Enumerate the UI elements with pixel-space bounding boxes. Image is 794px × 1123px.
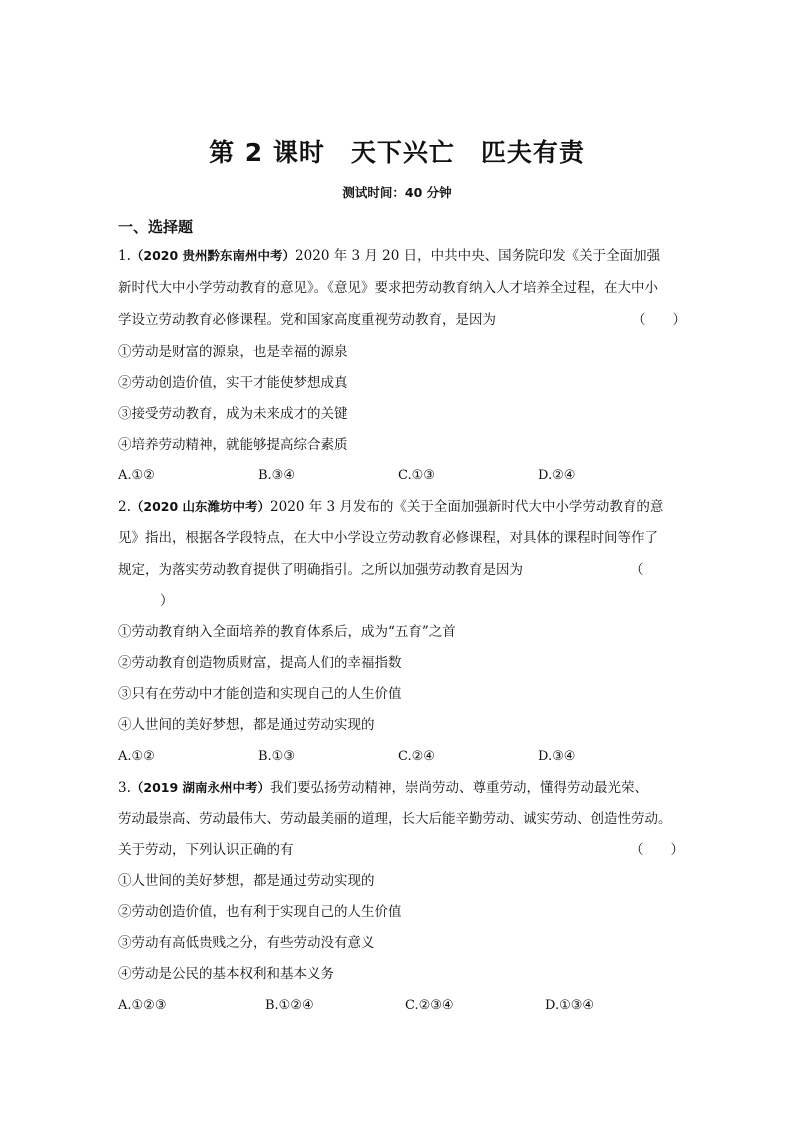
q1-option-a: A.①② — [118, 468, 155, 483]
q2-item-4: ④人世间的美好梦想，都是通过劳动实现的 — [118, 717, 375, 733]
q2-item-1: ①劳动教育纳入全面培养的教育体系后，成为“五育”之首 — [118, 624, 456, 640]
q3-option-d: D.①③④ — [545, 998, 595, 1013]
q3-item-2: ②劳动创造价值，也有利于实现自己的人生价值 — [118, 904, 402, 920]
q2-answer-blank-close: ） — [160, 593, 174, 609]
q2-option-c: C.②④ — [398, 749, 435, 764]
q2-item-3: ③只有在劳动中才能创造和实现自己的人生价值 — [118, 686, 402, 702]
q1-item-4: ④培养劳动精神，就能够提高综合素质 — [118, 437, 348, 453]
q3-number: 3. — [118, 780, 131, 796]
q2-item-2: ②劳动教育创造物质财富，提高人们的幸福指数 — [118, 655, 402, 671]
q3-line-2: 劳动最崇高、劳动最伟大、劳动最美丽的道理，长大后能辛勤劳动、诚实劳动、创造性劳动。 — [118, 811, 672, 827]
q2-line-3: 规定，为落实劳动教育提供了明确指引。之所以加强劳动教育是因为 — [118, 562, 523, 578]
q1-line-3: 学设立劳动教育必修课程。党和国家高度重视劳动教育，是因为 — [118, 312, 496, 328]
q2-number: 2. — [118, 499, 131, 515]
q1-option-c: C.①③ — [398, 468, 435, 483]
q1-option-d: D.②④ — [538, 468, 576, 483]
q1-item-2: ②劳动创造价值，实干才能使梦想成真 — [118, 375, 348, 391]
q3-line-1 — [118, 778, 678, 798]
q3-item-4: ④劳动是公民的基本权利和基本义务 — [118, 966, 334, 982]
q3-text-1: 我们要弘扬劳动精神，崇尚劳动、尊重劳动，懂得劳动最光荣、 — [270, 780, 649, 796]
q2-line-1 — [118, 497, 678, 517]
q2-line-2: 见》指出，根据各学段特点，在大中小学设立劳动教育必修课程，对具体的课程时间等作了 — [118, 530, 658, 546]
q1-option-b: B.③④ — [258, 468, 295, 483]
q3-option-a: A.①②③ — [118, 998, 167, 1013]
q1-text-1: 2020 年 3 月 20 日，中共中央、国务院印发《关于全面加强 — [295, 248, 661, 264]
q2-answer-blank-open: （ — [630, 562, 644, 578]
q3-source: （2019 湖南永州中考） — [130, 780, 271, 795]
q2-option-d: D.③④ — [538, 749, 576, 764]
q1-item-3: ③接受劳动教育，成为未来成才的关键 — [118, 406, 348, 422]
q1-answer-blank: （ ） — [632, 312, 686, 328]
page-title: 第 2 课时 天下兴亡 匹夫有责 — [209, 138, 585, 167]
section-heading: 一、选择题 — [118, 218, 194, 236]
test-time: 测试时间：40 分钟 — [342, 185, 452, 200]
q3-line-3: 关于劳动，下列认识正确的有 — [118, 842, 294, 858]
q1-item-1: ①劳动是财富的源泉，也是幸福的源泉 — [118, 344, 348, 360]
q2-option-b: B.①③ — [258, 749, 295, 764]
q3-item-1: ①人世间的美好梦想，都是通过劳动实现的 — [118, 873, 375, 889]
q1-source: （2020 贵州黔东南州中考） — [130, 248, 296, 263]
q3-option-b: B.①②④ — [265, 998, 314, 1013]
q1-number: 1. — [118, 248, 131, 264]
q2-source: （2020 山东潍坊中考） — [130, 499, 271, 514]
q3-answer-blank: （ ） — [630, 842, 684, 858]
q3-option-c: C.②③④ — [405, 998, 454, 1013]
q3-item-3: ③劳动有高低贵贱之分，有些劳动没有意义 — [118, 935, 375, 951]
q1-line-2: 新时代大中小学劳动教育的意见》。《意见》要求把劳动教育纳入人才培养全过程，在大中小 — [118, 280, 658, 296]
q2-text-1: 2020 年 3 月发布的《关于全面加强新时代大中小学劳动教育的意 — [270, 499, 664, 515]
q1-line-1 — [118, 246, 678, 266]
q2-option-a: A.①② — [118, 749, 155, 764]
